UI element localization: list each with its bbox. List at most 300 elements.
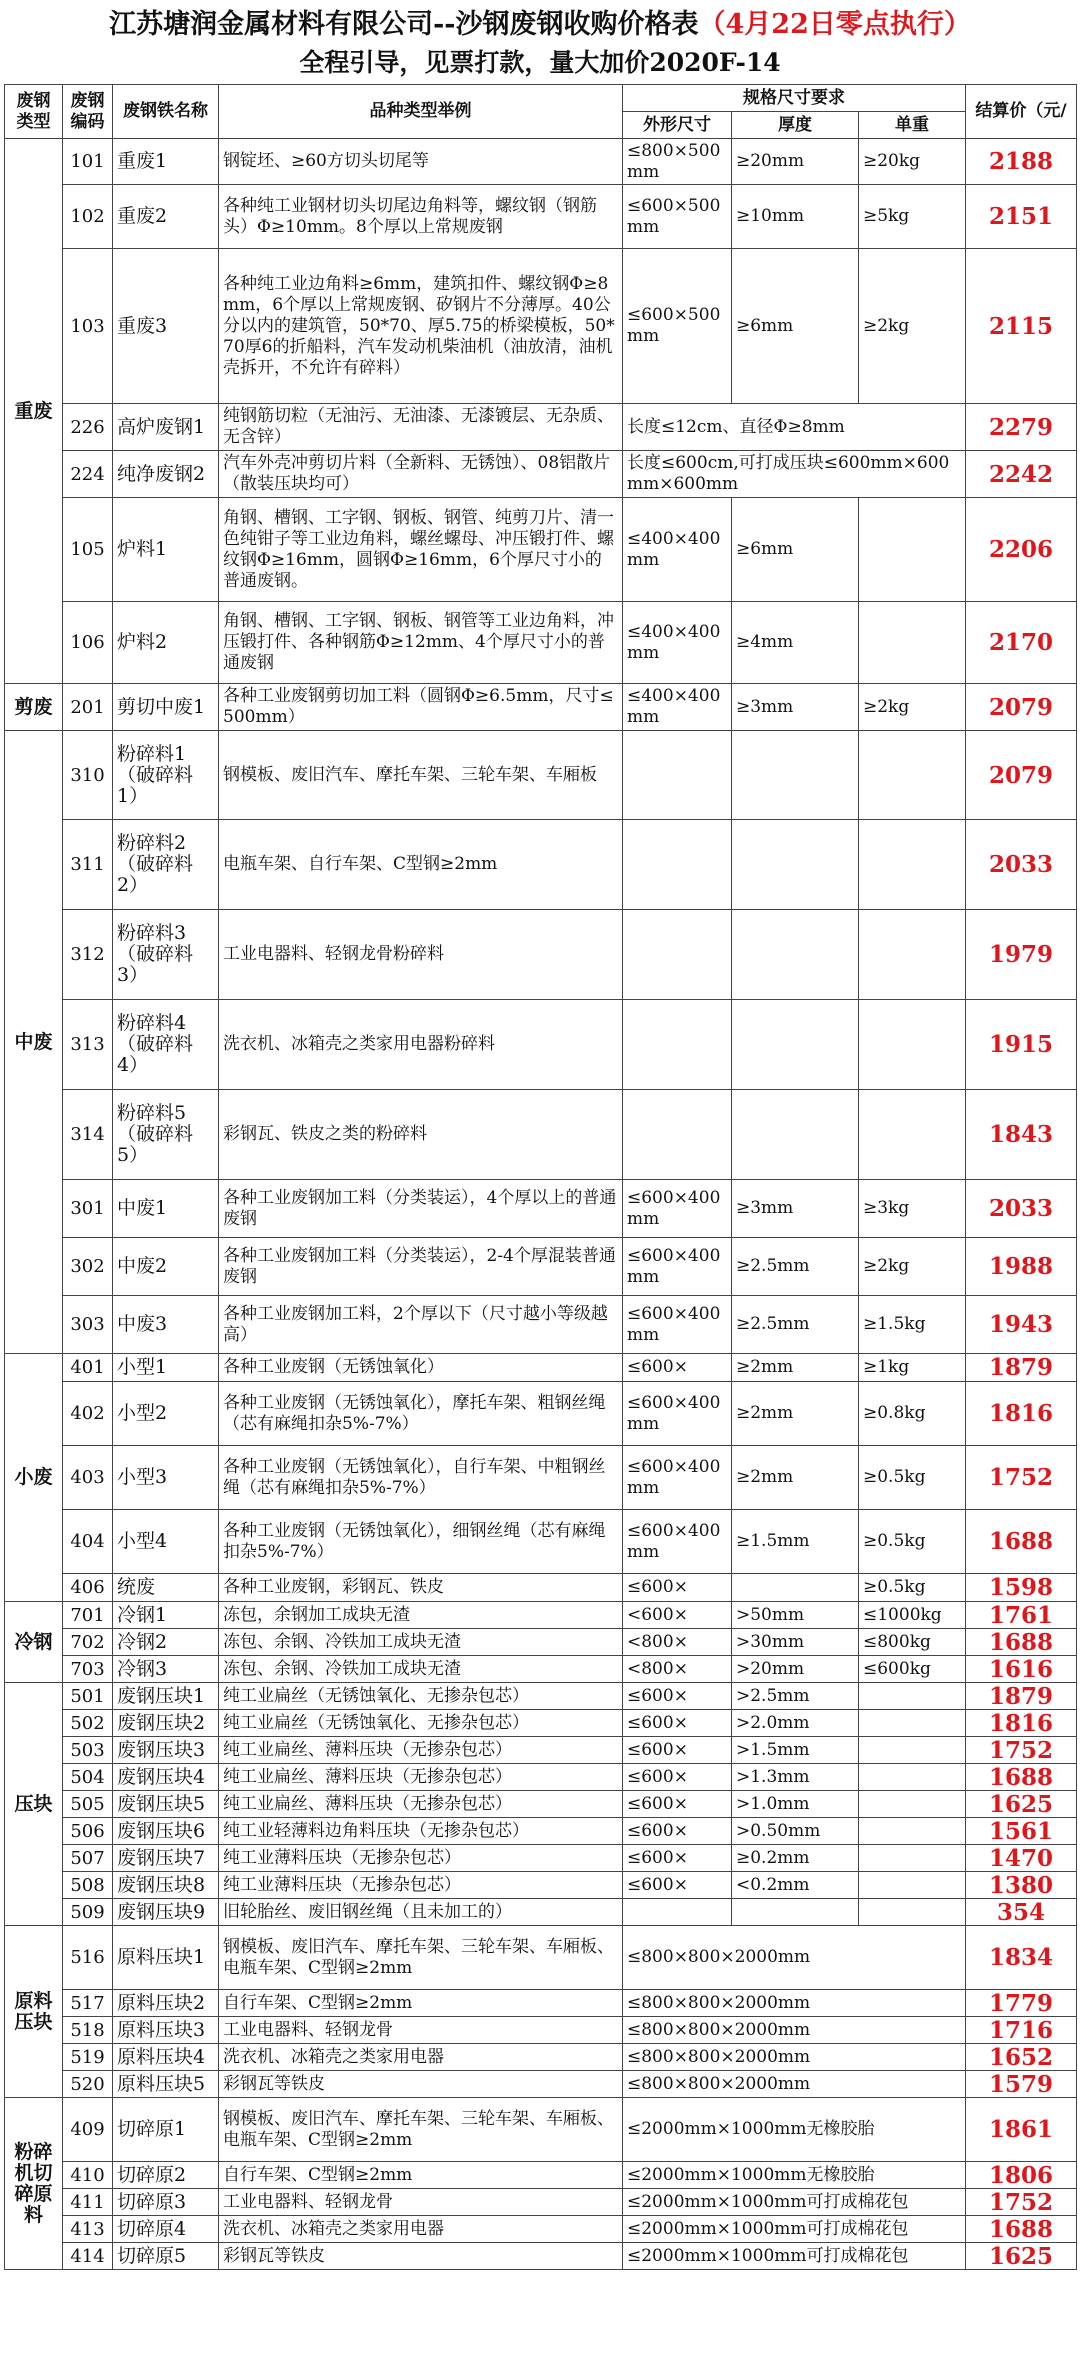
name-cell: 中废2 xyxy=(113,1238,219,1296)
weight-cell xyxy=(859,1710,966,1737)
description-cell: 各种工业废钢，彩钢瓦、铁皮 xyxy=(219,1574,623,1602)
name-cell: 中废3 xyxy=(113,1296,219,1354)
name-cell: 废钢压块5 xyxy=(113,1791,219,1818)
weight-cell: ≥3kg xyxy=(859,1180,966,1238)
table-row xyxy=(5,451,1077,498)
page-subtitle: 全程引导，见票打款，量大加价2020F-14 xyxy=(299,48,781,77)
code-cell: 201 xyxy=(63,684,113,731)
table-row xyxy=(5,2243,1077,2270)
category-cell: 粉碎机切碎原料 xyxy=(5,2098,63,2270)
thickness-cell xyxy=(732,731,859,820)
thickness-cell: >1.5mm xyxy=(732,1737,859,1764)
price-table xyxy=(4,84,1077,2270)
title-effective-date: （4月22日零点执行） xyxy=(698,9,971,40)
thickness-cell: >0.50mm xyxy=(732,1818,859,1845)
col-header-name: 废钢铁名称 xyxy=(113,85,219,139)
code-cell: 403 xyxy=(63,1446,113,1510)
price-cell: 2033 xyxy=(966,1180,1077,1238)
table-row xyxy=(5,2216,1077,2243)
description-cell: 工业电器料、轻钢龙骨粉碎料 xyxy=(219,910,623,1000)
size-cell: ≤800×500mm xyxy=(623,139,732,185)
thickness-cell: <0.2mm xyxy=(732,1872,859,1899)
col-header-weight: 单重 xyxy=(859,112,966,139)
name-cell: 冷钢2 xyxy=(113,1629,219,1656)
price-cell: 1561 xyxy=(966,1818,1077,1845)
table-row xyxy=(5,2162,1077,2189)
code-cell: 313 xyxy=(63,1000,113,1090)
description-cell: 纯工业扁丝、薄料压块（无掺杂包芯） xyxy=(219,1764,623,1791)
thickness-cell xyxy=(732,1090,859,1180)
code-cell: 506 xyxy=(63,1818,113,1845)
description-cell: 纯工业薄料压块（无掺杂包芯） xyxy=(219,1845,623,1872)
description-cell: 各种工业废钢加工料（分类装运），2-4个厚混装普通废钢 xyxy=(219,1238,623,1296)
size-cell: ≤600× xyxy=(623,1791,732,1818)
table-row xyxy=(5,1574,1077,1602)
weight-cell: ≥1.5kg xyxy=(859,1296,966,1354)
name-cell: 小型4 xyxy=(113,1510,219,1574)
table-row xyxy=(5,1683,1077,1710)
spec-cell: ≤2000mm×1000mm可打成棉花包 xyxy=(623,2216,966,2243)
size-cell: ≤600×400mm xyxy=(623,1382,732,1446)
size-cell xyxy=(623,1090,732,1180)
thickness-cell: ≥2mm xyxy=(732,1382,859,1446)
table-row xyxy=(5,1656,1077,1683)
name-cell: 小型3 xyxy=(113,1446,219,1510)
table-row xyxy=(5,404,1077,451)
code-cell: 703 xyxy=(63,1656,113,1683)
code-cell: 520 xyxy=(63,2071,113,2098)
category-cell: 剪废 xyxy=(5,684,63,731)
code-cell: 413 xyxy=(63,2216,113,2243)
size-cell: ≤400×400mm xyxy=(623,498,732,602)
weight-cell: ≥0.5kg xyxy=(859,1446,966,1510)
thickness-cell xyxy=(732,1574,859,1602)
description-cell: 纯工业扁丝、薄料压块（无掺杂包芯） xyxy=(219,1791,623,1818)
col-header-code: 废钢编码 xyxy=(63,85,113,139)
price-cell: 1688 xyxy=(966,1629,1077,1656)
name-cell: 切碎原4 xyxy=(113,2216,219,2243)
size-cell: ≤600×400mm xyxy=(623,1238,732,1296)
category-cell: 小废 xyxy=(5,1354,63,1602)
table-row xyxy=(5,2044,1077,2071)
name-cell: 高炉废钢1 xyxy=(113,404,219,451)
price-cell: 1688 xyxy=(966,2216,1077,2243)
size-cell: ≤600× xyxy=(623,1818,732,1845)
weight-cell: ≥1kg xyxy=(859,1354,966,1382)
price-cell: 1598 xyxy=(966,1574,1077,1602)
size-cell: ≤600× xyxy=(623,1574,732,1602)
code-cell: 411 xyxy=(63,2189,113,2216)
description-cell: 角钢、槽钢、工字钢、钢板、钢管等工业边角料，冲压锻打件、各种钢筋Φ≥12mm、4个厚尺寸小的普通废钢 xyxy=(219,602,623,684)
name-cell: 切碎原1 xyxy=(113,2098,219,2162)
name-cell: 废钢压块1 xyxy=(113,1683,219,1710)
weight-cell xyxy=(859,1872,966,1899)
price-cell: 2033 xyxy=(966,820,1077,910)
code-cell: 224 xyxy=(63,451,113,498)
name-cell: 重废3 xyxy=(113,249,219,404)
name-cell: 小型2 xyxy=(113,1382,219,1446)
weight-cell: ≥0.8kg xyxy=(859,1382,966,1446)
table-row xyxy=(5,1990,1077,2017)
price-cell: 354 xyxy=(966,1899,1077,1926)
table-row xyxy=(5,1710,1077,1737)
code-cell: 518 xyxy=(63,2017,113,2044)
table-row xyxy=(5,2098,1077,2162)
name-cell: 原料压块3 xyxy=(113,2017,219,2044)
description-cell: 纯工业扁丝、薄料压块（无掺杂包芯） xyxy=(219,1737,623,1764)
weight-cell xyxy=(859,820,966,910)
thickness-cell: ≥3mm xyxy=(732,1180,859,1238)
price-cell: 1761 xyxy=(966,1602,1077,1629)
name-cell: 原料压块4 xyxy=(113,2044,219,2071)
table-row xyxy=(5,1180,1077,1238)
table-row xyxy=(5,1446,1077,1510)
description-cell: 彩钢瓦等铁皮 xyxy=(219,2071,623,2098)
size-cell: ≤400×400mm xyxy=(623,684,732,731)
price-cell: 1579 xyxy=(966,2071,1077,2098)
weight-cell: ≥2kg xyxy=(859,684,966,731)
size-cell: ≤600×400mm xyxy=(623,1296,732,1354)
code-cell: 102 xyxy=(63,185,113,249)
code-cell: 303 xyxy=(63,1296,113,1354)
weight-cell xyxy=(859,731,966,820)
table-row xyxy=(5,602,1077,684)
thickness-cell: ≥2mm xyxy=(732,1446,859,1510)
name-cell: 炉料1 xyxy=(113,498,219,602)
description-cell: 各种纯工业边角料≥6mm，建筑扣件、螺纹钢Φ≥8mm，6个厚以上常规废钢、矽钢片不分薄厚。40公分以内的建筑管，50*70、厚5.75的桥梁模板，50*70厚6的折船料，汽车发动机柴油机（油放清，油机壳拆开，不允许有碎料） xyxy=(219,249,623,404)
table-row xyxy=(5,1296,1077,1354)
table-row xyxy=(5,498,1077,602)
price-cell: 1616 xyxy=(966,1656,1077,1683)
size-cell: ≤600×500mm xyxy=(623,185,732,249)
price-cell: 2115 xyxy=(966,249,1077,404)
description-cell: 工业电器料、轻钢龙骨 xyxy=(219,2189,623,2216)
thickness-cell: ≥10mm xyxy=(732,185,859,249)
description-cell: 各种工业废钢（无锈蚀氧化），自行车架、中粗钢丝绳（芯有麻绳扣杂5%-7%） xyxy=(219,1446,623,1510)
price-cell: 2079 xyxy=(966,731,1077,820)
spec-cell: ≤2000mm×1000mm可打成棉花包 xyxy=(623,2189,966,2216)
code-cell: 516 xyxy=(63,1926,113,1990)
code-cell: 101 xyxy=(63,139,113,185)
name-cell: 中废1 xyxy=(113,1180,219,1238)
category-cell: 原料压块 xyxy=(5,1926,63,2098)
thickness-cell: ≥20mm xyxy=(732,139,859,185)
table-row xyxy=(5,1845,1077,1872)
code-cell: 519 xyxy=(63,2044,113,2071)
price-cell: 1843 xyxy=(966,1090,1077,1180)
spec-cell: ≤800×800×2000mm xyxy=(623,2044,966,2071)
price-cell: 1688 xyxy=(966,1764,1077,1791)
code-cell: 301 xyxy=(63,1180,113,1238)
price-cell: 1816 xyxy=(966,1710,1077,1737)
code-cell: 701 xyxy=(63,1602,113,1629)
table-row xyxy=(5,1926,1077,1990)
price-cell: 1716 xyxy=(966,2017,1077,2044)
code-cell: 103 xyxy=(63,249,113,404)
name-cell: 废钢压块7 xyxy=(113,1845,219,1872)
table-row xyxy=(5,1510,1077,1574)
col-header-thickness: 厚度 xyxy=(732,112,859,139)
price-cell: 1688 xyxy=(966,1510,1077,1574)
name-cell: 废钢压块8 xyxy=(113,1872,219,1899)
thickness-cell: >1.0mm xyxy=(732,1791,859,1818)
thickness-cell: ≥1.5mm xyxy=(732,1510,859,1574)
size-cell: ≤600× xyxy=(623,1354,732,1382)
thickness-cell: >1.3mm xyxy=(732,1764,859,1791)
table-header xyxy=(5,85,1077,139)
code-cell: 404 xyxy=(63,1510,113,1574)
code-cell: 312 xyxy=(63,910,113,1000)
size-cell: <800× xyxy=(623,1629,732,1656)
weight-cell xyxy=(859,498,966,602)
size-cell: ≤600× xyxy=(623,1764,732,1791)
price-cell: 2242 xyxy=(966,451,1077,498)
name-cell: 原料压块5 xyxy=(113,2071,219,2098)
weight-cell xyxy=(859,1737,966,1764)
size-cell: ≤600×400mm xyxy=(623,1180,732,1238)
category-cell: 压块 xyxy=(5,1683,63,1926)
name-cell: 炉料2 xyxy=(113,602,219,684)
weight-cell: ≤600kg xyxy=(859,1656,966,1683)
name-cell: 粉碎料3（破碎料3） xyxy=(113,910,219,1000)
spec-cell: 长度≤600cm,可打成压块≤600mm×600mm×600mm xyxy=(623,451,966,498)
thickness-cell: ≥2mm xyxy=(732,1354,859,1382)
price-cell: 2206 xyxy=(966,498,1077,602)
name-cell: 统废 xyxy=(113,1574,219,1602)
table-row xyxy=(5,1737,1077,1764)
description-cell: 各种工业废钢加工料，2个厚以下（尺寸越小等级越高） xyxy=(219,1296,623,1354)
description-cell: 各种纯工业钢材切头切尾边角料等，螺纹钢（钢筋头）Φ≥10mm。8个厚以上常规废钢 xyxy=(219,185,623,249)
code-cell: 401 xyxy=(63,1354,113,1382)
code-cell: 310 xyxy=(63,731,113,820)
name-cell: 切碎原3 xyxy=(113,2189,219,2216)
name-cell: 纯净废钢2 xyxy=(113,451,219,498)
code-cell: 507 xyxy=(63,1845,113,1872)
weight-cell xyxy=(859,1764,966,1791)
thickness-cell: ≥2.5mm xyxy=(732,1296,859,1354)
description-cell: 钢锭坯、≥60方切头切尾等 xyxy=(219,139,623,185)
table-row xyxy=(5,1354,1077,1382)
price-cell: 1652 xyxy=(966,2044,1077,2071)
weight-cell: ≥0.5kg xyxy=(859,1574,966,1602)
weight-cell xyxy=(859,1683,966,1710)
size-cell: <600× xyxy=(623,1602,732,1629)
thickness-cell: ≥6mm xyxy=(732,498,859,602)
weight-cell xyxy=(859,1818,966,1845)
name-cell: 剪切中废1 xyxy=(113,684,219,731)
table-row xyxy=(5,684,1077,731)
table-row xyxy=(5,1818,1077,1845)
weight-cell: ≥2kg xyxy=(859,1238,966,1296)
description-cell: 洗衣机、冰箱壳之类家用电器粉碎料 xyxy=(219,1000,623,1090)
name-cell: 废钢压块3 xyxy=(113,1737,219,1764)
name-cell: 冷钢1 xyxy=(113,1602,219,1629)
price-cell: 2170 xyxy=(966,602,1077,684)
price-cell: 1816 xyxy=(966,1382,1077,1446)
description-cell: 角钢、槽钢、工字钢、钢板、钢管、纯剪刀片、清一色纯钳子等工业边角料，螺丝螺母、冲压锻打件、螺纹钢Φ≥16mm，圆钢Φ≥16mm，6个厚尺寸小的普通废钢。 xyxy=(219,498,623,602)
table-row xyxy=(5,1602,1077,1629)
weight-cell xyxy=(859,1090,966,1180)
description-cell: 各种工业废钢（无锈蚀氧化），摩托车架、粗钢丝绳（芯有麻绳扣杂5%-7%） xyxy=(219,1382,623,1446)
price-cell: 2188 xyxy=(966,139,1077,185)
weight-cell xyxy=(859,1899,966,1926)
name-cell: 重废2 xyxy=(113,185,219,249)
name-cell: 粉碎料2（破碎料2） xyxy=(113,820,219,910)
table-row xyxy=(5,1090,1077,1180)
name-cell: 小型1 xyxy=(113,1354,219,1382)
description-cell: 钢模板、废旧汽车、摩托车架、三轮车架、车厢板 xyxy=(219,731,623,820)
thickness-cell: >2.5mm xyxy=(732,1683,859,1710)
code-cell: 517 xyxy=(63,1990,113,2017)
table-row xyxy=(5,1872,1077,1899)
weight-cell xyxy=(859,602,966,684)
description-cell: 工业电器料、轻钢龙骨 xyxy=(219,2017,623,2044)
size-cell: ≤600× xyxy=(623,1845,732,1872)
weight-cell: ≥0.5kg xyxy=(859,1510,966,1574)
price-cell: 1380 xyxy=(966,1872,1077,1899)
description-cell: 各种工业废钢剪切加工料（圆钢Φ≥6.5mm，尺寸≤500mm） xyxy=(219,684,623,731)
table-row xyxy=(5,731,1077,820)
description-cell: 冻包，余钢加工成块无渣 xyxy=(219,1602,623,1629)
description-cell: 彩钢瓦等铁皮 xyxy=(219,2243,623,2270)
table-row xyxy=(5,185,1077,249)
size-cell: ≤600×400mm xyxy=(623,1510,732,1574)
size-cell xyxy=(623,910,732,1000)
thickness-cell xyxy=(732,1000,859,1090)
price-cell: 1752 xyxy=(966,2189,1077,2216)
price-cell: 2079 xyxy=(966,684,1077,731)
price-cell: 1834 xyxy=(966,1926,1077,1990)
code-cell: 504 xyxy=(63,1764,113,1791)
price-cell: 2151 xyxy=(966,185,1077,249)
col-header-price: 结算价（元/ xyxy=(966,85,1077,139)
size-cell xyxy=(623,820,732,910)
weight-cell: ≥5kg xyxy=(859,185,966,249)
title-main: 江苏塘润金属材料有限公司--沙钢废钢收购价格表 xyxy=(109,9,699,40)
weight-cell xyxy=(859,1000,966,1090)
spec-cell: ≤800×800×2000mm xyxy=(623,1926,966,1990)
table-body xyxy=(5,139,1077,2270)
col-header-desc: 品种类型举例 xyxy=(219,85,623,139)
table-row xyxy=(5,1000,1077,1090)
name-cell: 冷钢3 xyxy=(113,1656,219,1683)
price-cell: 1861 xyxy=(966,2098,1077,2162)
size-cell: ≤400×400mm xyxy=(623,602,732,684)
table-row xyxy=(5,2017,1077,2044)
size-cell: ≤600×400mm xyxy=(623,1446,732,1510)
name-cell: 废钢压块2 xyxy=(113,1710,219,1737)
description-cell: 旧轮胎丝、废旧钢丝绳（且未加工的） xyxy=(219,1899,623,1926)
price-cell: 1988 xyxy=(966,1238,1077,1296)
price-cell: 1779 xyxy=(966,1990,1077,2017)
name-cell: 粉碎料5（破碎料5） xyxy=(113,1090,219,1180)
price-cell: 1625 xyxy=(966,1791,1077,1818)
description-cell: 汽车外壳冲剪切片料（全新料、无锈蚀）、08铝散片（散装压块均可） xyxy=(219,451,623,498)
code-cell: 106 xyxy=(63,602,113,684)
table-row xyxy=(5,2071,1077,2098)
price-cell: 1879 xyxy=(966,1683,1077,1710)
thickness-cell: ≥4mm xyxy=(732,602,859,684)
price-cell: 1752 xyxy=(966,1737,1077,1764)
category-cell: 冷钢 xyxy=(5,1602,63,1683)
description-cell: 纯工业薄料压块（无掺杂包芯） xyxy=(219,1872,623,1899)
size-cell: ≤600× xyxy=(623,1872,732,1899)
table-row xyxy=(5,1791,1077,1818)
code-cell: 508 xyxy=(63,1872,113,1899)
description-cell: 各种工业废钢加工料（分类装运），4个厚以上的普通废钢 xyxy=(219,1180,623,1238)
size-cell: ≤600× xyxy=(623,1710,732,1737)
description-cell: 纯工业扁丝（无锈蚀氧化、无掺杂包芯） xyxy=(219,1683,623,1710)
weight-cell xyxy=(859,1791,966,1818)
code-cell: 702 xyxy=(63,1629,113,1656)
name-cell: 切碎原2 xyxy=(113,2162,219,2189)
weight-cell: ≤800kg xyxy=(859,1629,966,1656)
col-header-type: 废钢类型 xyxy=(5,85,63,139)
thickness-cell: ≥2.5mm xyxy=(732,1238,859,1296)
weight-cell: ≤1000kg xyxy=(859,1602,966,1629)
description-cell: 冻包、余钢、冷铁加工成块无渣 xyxy=(219,1629,623,1656)
thickness-cell: ≥6mm xyxy=(732,249,859,404)
table-row xyxy=(5,1629,1077,1656)
code-cell: 409 xyxy=(63,2098,113,2162)
description-cell: 钢模板、废旧汽车、摩托车架、三轮车架、车厢板、电瓶车架、C型钢≥2mm xyxy=(219,2098,623,2162)
table-row xyxy=(5,1382,1077,1446)
table-row xyxy=(5,139,1077,185)
description-cell: 各种工业废钢（无锈蚀氧化） xyxy=(219,1354,623,1382)
code-cell: 311 xyxy=(63,820,113,910)
code-cell: 505 xyxy=(63,1791,113,1818)
code-cell: 406 xyxy=(63,1574,113,1602)
spec-cell: ≤800×800×2000mm xyxy=(623,2017,966,2044)
weight-cell: ≥20kg xyxy=(859,139,966,185)
code-cell: 105 xyxy=(63,498,113,602)
description-cell: 洗衣机、冰箱壳之类家用电器 xyxy=(219,2044,623,2071)
table-row xyxy=(5,2189,1077,2216)
code-cell: 410 xyxy=(63,2162,113,2189)
price-cell: 1915 xyxy=(966,1000,1077,1090)
size-cell: <800× xyxy=(623,1656,732,1683)
thickness-cell: >2.0mm xyxy=(732,1710,859,1737)
code-cell: 302 xyxy=(63,1238,113,1296)
name-cell: 粉碎料4（破碎料4） xyxy=(113,1000,219,1090)
price-cell: 1879 xyxy=(966,1354,1077,1382)
name-cell: 废钢压块4 xyxy=(113,1764,219,1791)
table-row xyxy=(5,1238,1077,1296)
col-header-size: 外形尺寸 xyxy=(623,112,732,139)
name-cell: 废钢压块9 xyxy=(113,1899,219,1926)
thickness-cell: ≥3mm xyxy=(732,684,859,731)
table-row xyxy=(5,1899,1077,1926)
category-cell: 重废 xyxy=(5,139,63,684)
spec-cell: ≤2000mm×1000mm可打成棉花包 xyxy=(623,2243,966,2270)
code-cell: 414 xyxy=(63,2243,113,2270)
spec-cell: ≤2000mm×1000mm无橡胶胎 xyxy=(623,2098,966,2162)
description-cell: 纯工业轻薄料边角料压块（无掺杂包芯） xyxy=(219,1818,623,1845)
thickness-cell: ≥0.2mm xyxy=(732,1845,859,1872)
code-cell: 502 xyxy=(63,1710,113,1737)
thickness-cell: >50mm xyxy=(732,1602,859,1629)
page-title xyxy=(0,4,1080,46)
description-cell: 洗衣机、冰箱壳之类家用电器 xyxy=(219,2216,623,2243)
thickness-cell xyxy=(732,910,859,1000)
name-cell: 废钢压块6 xyxy=(113,1818,219,1845)
size-cell xyxy=(623,731,732,820)
description-cell: 钢模板、废旧汽车、摩托车架、三轮车架、车厢板、电瓶车架、C型钢≥2mm xyxy=(219,1926,623,1990)
spec-cell: ≤2000mm×1000mm无橡胶胎 xyxy=(623,2162,966,2189)
description-cell: 电瓶车架、自行车架、C型钢≥2mm xyxy=(219,820,623,910)
thickness-cell: >30mm xyxy=(732,1629,859,1656)
table-row xyxy=(5,820,1077,910)
